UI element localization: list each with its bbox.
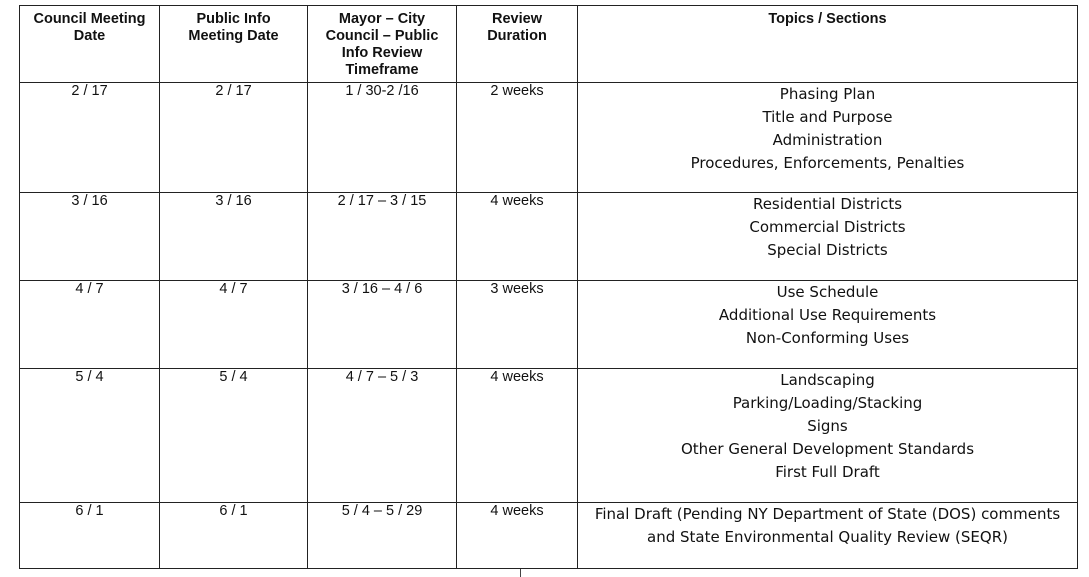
duration-cell: 4 weeks [457, 193, 578, 281]
header-text: Council – Public [325, 28, 439, 44]
header-topics-sections [578, 6, 1078, 83]
topic-line: First Full Draft [775, 463, 880, 481]
review-timeframe-cell: 2 / 17 – 3 / 15 [308, 193, 457, 281]
topic-line: Final Draft (Pending NY Department of State (DOS) comments [594, 505, 1061, 523]
header-text: Duration [487, 28, 547, 44]
topic-line: Administration [772, 131, 883, 149]
topic-line: Signs [807, 417, 848, 435]
topics-cell [578, 503, 1078, 569]
topics-cell [578, 193, 1078, 281]
review-timeframe-cell: 4 / 7 – 5 / 3 [308, 369, 457, 503]
header-review-duration [457, 6, 578, 83]
header-text: Council Meeting [33, 11, 146, 27]
header-text: Public Info [196, 11, 271, 27]
topic-line: and State Environmental Quality Review (SEQR) [647, 528, 1008, 546]
topic-line: Phasing Plan [779, 85, 876, 103]
header-text: Date [73, 28, 106, 44]
topic-line: Non-Conforming Uses [745, 329, 910, 347]
schedule-table [19, 5, 1078, 569]
public-date-cell: 5 / 4 [160, 369, 308, 503]
council-date-cell: 4 / 7 [20, 281, 160, 369]
table-row [20, 503, 1078, 569]
duration-cell: 2 weeks [457, 83, 578, 193]
header-text: Mayor – City [338, 11, 426, 27]
duration-cell: 4 weeks [457, 369, 578, 503]
review-timeframe-cell: 1 / 30-2 /16 [308, 83, 457, 193]
header-text: Topics / Sections [768, 11, 887, 27]
duration-cell: 3 weeks [457, 281, 578, 369]
header-review-timeframe [308, 6, 457, 83]
council-date-cell: 5 / 4 [20, 369, 160, 503]
duration-cell: 4 weeks [457, 503, 578, 569]
topic-line: Commercial Districts [749, 218, 906, 236]
review-timeframe-cell: 5 / 4 – 5 / 29 [308, 503, 457, 569]
topic-line: Use Schedule [776, 283, 879, 301]
topics-cell [578, 281, 1078, 369]
council-date-cell: 2 / 17 [20, 83, 160, 193]
topic-line: Other General Development Standards [680, 440, 975, 458]
text-cursor-mark [520, 569, 521, 577]
topic-line: Parking/Loading/Stacking [732, 394, 923, 412]
header-row [20, 6, 1078, 83]
header-text: Review [492, 11, 542, 27]
topic-line: Landscaping [780, 371, 875, 389]
header-text: Meeting Date [188, 28, 279, 44]
header-public-info-meeting-date [160, 6, 308, 83]
table-row [20, 83, 1078, 193]
header-text: Info Review [341, 45, 423, 61]
review-timeframe-cell: 3 / 16 – 4 / 6 [308, 281, 457, 369]
public-date-cell: 6 / 1 [160, 503, 308, 569]
topic-line: Special Districts [767, 241, 888, 259]
council-date-cell: 6 / 1 [20, 503, 160, 569]
public-date-cell: 2 / 17 [160, 83, 308, 193]
council-date-cell: 3 / 16 [20, 193, 160, 281]
table-row [20, 369, 1078, 503]
topics-cell [578, 369, 1078, 503]
header-text: Timeframe [345, 62, 419, 78]
public-date-cell: 4 / 7 [160, 281, 308, 369]
header-council-meeting-date [20, 6, 160, 83]
table-row [20, 281, 1078, 369]
table-row [20, 193, 1078, 281]
topic-line: Additional Use Requirements [718, 306, 937, 324]
topic-line: Residential Districts [752, 195, 903, 213]
topics-cell [578, 83, 1078, 193]
topic-line: Procedures, Enforcements, Penalties [690, 154, 965, 172]
topic-line: Title and Purpose [762, 108, 893, 126]
public-date-cell: 3 / 16 [160, 193, 308, 281]
